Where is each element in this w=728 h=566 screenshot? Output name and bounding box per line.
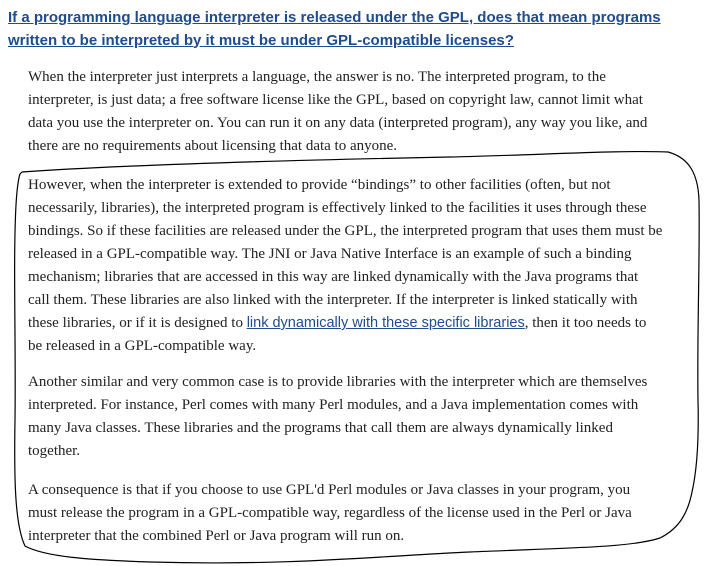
text-line: interpreter that the combined Perl or Java program will run on. [28, 528, 405, 544]
answer-paragraph-interpretation [28, 66, 698, 158]
answer-paragraph-consequence [28, 479, 698, 548]
text-line: many Java classes. These libraries and the programs that call them are always dynamically linked [28, 420, 613, 436]
question-line-2: written to be interpreted by it must be under GPL-compatible licenses? [8, 31, 514, 49]
text-line: Another similar and very common case is to provide libraries with the interpreter which are themselves [28, 374, 648, 390]
text-line: must release the program in a GPL-compatible way, regardless of the license used in the Perl or Java [28, 505, 632, 521]
text-after-link: , then it too needs to [524, 315, 647, 331]
text-line: call them. These libraries are also linked with the interpreter. If the interpreter is linked statically with [28, 292, 638, 308]
text-line: there are no requirements about licensing that data to anyone. [28, 138, 398, 154]
text-line: mechanism; libraries that are accessed in this way are linked dynamically with the Java programs that [28, 269, 639, 285]
question-link[interactable] [8, 7, 708, 52]
text-line-with-link [28, 312, 698, 335]
text-line: bindings. So if these facilities are released under the GPL, the interpreted program that uses them must be [28, 223, 663, 239]
text-line: released in a GPL-compatible way. The JNI or Java Native Interface is an example of such a binding [28, 246, 632, 262]
text-line: However, when the interpreter is extended to provide “bindings” to other facilities (often, but not [28, 177, 611, 193]
text-line: A consequence is that if you choose to use GPL'd Perl modules or Java classes in your program, you [28, 482, 631, 498]
answer-paragraph-bindings [28, 174, 698, 358]
text-line: necessarily, libraries), the interpreted program is effectively linked to the facilities it uses through these [28, 200, 647, 216]
text-line: When the interpreter just interprets a language, the answer is no. The interpreted program, to the [28, 69, 606, 85]
answer-paragraph-interpreted-libraries [28, 371, 698, 463]
text-line: be released in a GPL-compatible way. [28, 338, 257, 354]
text-line: together. [28, 443, 81, 459]
text-line: interpreted. For instance, Perl comes with many Perl modules, and a Java implementation comes with [28, 397, 639, 413]
text-before-link: these libraries, or if it is designed to [28, 315, 247, 331]
text-line: interpreter, is just data; a free software license like the GPL, based on copyright law, cannot limit what [28, 92, 643, 108]
dynamic-linking-link[interactable]: link dynamically with these specific libraries [246, 315, 525, 331]
question-line-1: If a programming language interpreter is released under the GPL, does that mean programs [8, 9, 661, 26]
text-line: data you use the interpreter on. You can run it on any data (interpreted program), any way you like, and [28, 115, 648, 131]
